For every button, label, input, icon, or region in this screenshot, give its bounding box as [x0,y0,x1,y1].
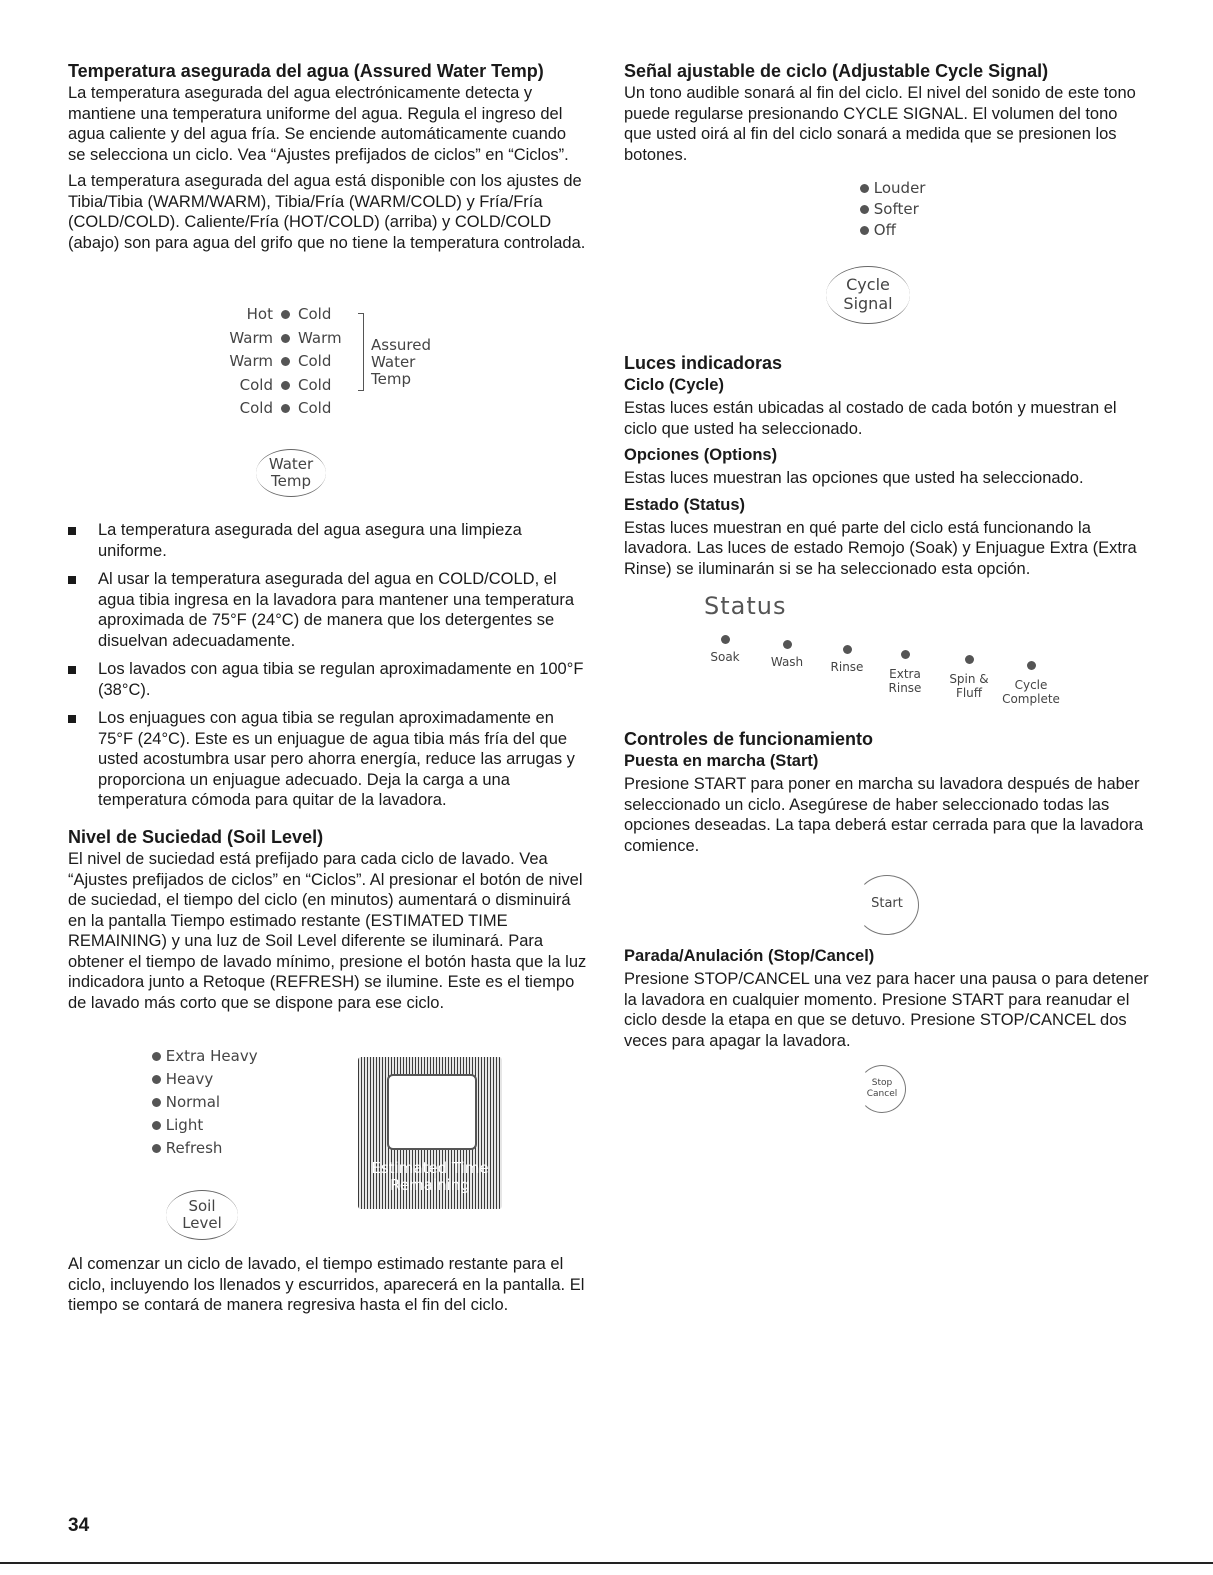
soil-level-paragraph-1: El nivel de suciedad está prefijado para cada ciclo de lavado. Vea “Ajustes prefijados de ciclos” en “Ciclos”. Al presionar el botón de nivel de suciedad, el tiempo del ciclo (en minutos) aumentará o disminuirá en la pantalla Tiempo estimado restante (ESTIMATED TIME REMAINING) y una luz de Soil Level diferente se iluminará. Para obtener el tiempo de lavado mínimo, presione el botón hasta que la luz indicadora junto a Retoque (REFRESH) se ilumine. Este es el tiempo de lavado más corto que se dispone para ese ciclo. [68,850,587,1012]
assured-label-line: Temp [371,370,411,388]
cycle-signal-option [860,199,925,220]
status-light-label: Complete [1002,692,1060,706]
temp-row [226,374,338,398]
status-panel [700,592,1060,718]
temp-row-wash: Warm [229,352,273,370]
soil-level-button[interactable] [166,1190,238,1240]
soil-level-closing [68,1254,588,1322]
indicator-dot-icon [860,226,869,235]
soil-level-option-label: Light [165,1116,204,1134]
indicator-dot-icon [783,640,792,649]
status-light [944,652,994,700]
cycle-signal-option-label: Louder [873,179,926,197]
status-light-label: Rinse [830,660,864,674]
soil-level-option-label: Heavy [165,1070,214,1088]
stop-cancel-subheading: Parada/Anulación (Stop/Cancel) [624,947,875,965]
indicator-dot-icon [843,645,852,654]
soil-level-option [152,1045,258,1068]
options-subheading: Opciones (Options) [624,446,778,464]
page-number: 34 [68,1515,90,1536]
cycle-signal-option-label: Off [873,221,896,239]
cycle-signal-option [860,178,925,199]
indicator-dot-icon [721,635,730,644]
estimated-time-label-line: Estimated Time [371,1159,489,1177]
stop-cancel-button[interactable] [858,1065,906,1113]
status-light [762,637,812,669]
list-item: Al usar la temperatura asegurada del agua en COLD/COLD, el agua tibia ingresa en la lavadora para mantener una temperatura aproximada de 75°F (24°C) de manera que los detergentes se disuelvan adecuadamente. [68,569,588,651]
indicator-dot-icon [152,1121,161,1130]
cycle-signal-heading: Señal ajustable de ciclo (Adjustable Cycle Signal) [624,61,1049,81]
temp-row-rinse: Cold [298,399,332,417]
stop-cancel-button-label: Cancel [866,1089,898,1099]
water-temp-button-label: Temp [271,472,311,490]
indicator-lights-heading: Luces indicadoras [624,353,783,373]
status-subheading: Estado (Status) [624,495,746,514]
cycle-signal-button-label: Cycle [846,275,890,294]
indicator-dot-icon [152,1075,161,1084]
status-light [880,647,930,695]
cycle-signal-option [860,220,925,241]
soil-level-option [152,1091,258,1114]
operating-controls-heading: Controles de funcionamiento [624,729,874,749]
soil-level-option-label: Normal [165,1093,221,1111]
left-column [68,60,588,259]
cycle-signal-button-label: Signal [843,294,893,313]
estimated-time-label-line: Remaining [390,1176,470,1194]
start-button-label: Start [871,896,903,911]
cycle-signal-option-label: Softer [873,200,919,218]
indicator-dot-icon [152,1052,161,1061]
status-light-label: Rinse [888,681,922,695]
status-light-label: Cycle [1014,678,1048,692]
assured-label-line: Water [371,353,416,371]
temp-selector-diagram [226,303,446,423]
status-light-label: Wash [770,655,804,669]
indicator-lights-section [624,352,1149,585]
status-light-label: Extra [889,667,921,681]
temp-row-wash: Warm [229,328,273,347]
cycle-paragraph: Estas luces están ubicadas al costado de cada botón y muestran el ciclo que usted ha seleccionado. [624,399,1117,438]
assured-label-line: Assured [371,336,431,354]
list-item: Los enjuagues con agua tibia se regulan aproximadamente en 75°F (24°C). Este es un enjuague de agua tibia más fría del que usted acostumbra usar pero ahorra energía, reduce las arrugas y proporciona un enjuague adecuado. Deja la carga a una temperatura cómoda para quitar de la lavadora. [68,708,588,811]
status-light [700,632,750,664]
estimated-time-display [358,1057,502,1209]
status-light-label: Fluff [955,686,983,700]
temp-row-wash: Cold [239,375,273,394]
operating-controls-section [624,728,1149,862]
temp-row-rinse: Cold [298,375,332,394]
assured-water-temp-bullets [68,520,588,819]
temp-row-wash: Hot [246,305,273,323]
soil-level-option [152,1137,258,1160]
assured-water-temp-heading: Temperatura asegurada del agua (Assured Water Temp) [68,61,544,81]
status-light-label: Spin & [949,672,989,686]
temp-row-wash: Cold [239,399,273,417]
lcd-window [387,1074,477,1150]
indicator-dot-icon [281,310,290,319]
temp-row [226,303,338,327]
soil-level-options [152,1045,258,1160]
right-column [624,60,1149,171]
soil-level-paragraph-2: Al comenzar un ciclo de lavado, el tiempo estimado restante para el ciclo, incluyendo los llenados y escurridos, aparecerá en la pantalla. El tiempo se contará de manera regresiva hasta el fin del ciclo. [68,1255,585,1314]
soil-level-option [152,1114,258,1137]
footer-rule [0,1562,1213,1564]
cycle-signal-button[interactable] [826,266,910,324]
status-light [996,658,1066,706]
start-subheading: Puesta en marcha (Start) [624,752,819,770]
soil-level-button-label: Level [182,1214,222,1232]
stop-cancel-section [624,946,1149,1057]
assured-bracket [358,313,364,391]
soil-level-section [68,826,588,1019]
cycle-signal-options [860,178,925,241]
indicator-dot-icon [281,404,290,413]
soil-level-heading: Nivel de Suciedad (Soil Level) [68,827,324,847]
indicator-dot-icon [860,205,869,214]
start-paragraph: Presione START para poner en marcha su lavadora después de haber seleccionado un ciclo. Asegúrese de haber seleccionado todas las opciones deseadas. La tapa deberá estar cerrada para que la lavadora comience. [624,775,1144,855]
status-light [822,642,872,674]
indicator-dot-icon [281,334,290,343]
indicator-dot-icon [860,184,869,193]
assured-water-temp-paragraph-2: La temperatura asegurada del agua está disponible con los ajustes de Tibia/Tibia (WARM/WARM), Tibia/Fría (WARM/COLD) y Fría/Fría (COLD/COLD). Caliente/Fría (HOT/COLD) (arriba) y COLD/COLD (abajo) son para agua del grifo que no tiene la temperatura controlada. [68,172,586,252]
indicator-dot-icon [281,357,290,366]
temp-row-rinse: Cold [298,305,332,323]
indicator-dot-icon [1027,661,1036,670]
indicator-dot-icon [965,655,974,664]
list-item: La temperatura asegurada del agua asegura una limpieza uniforme. [68,520,588,561]
stop-cancel-button-label: Stop [871,1078,893,1088]
status-paragraph: Estas luces muestran en qué parte del ciclo está funcionando la lavadora. Las luces de estado Remojo (Soak) y Enjuague Extra (Extra Rinse) se iluminarán si se ha seleccionado esta opción. [624,518,1137,578]
stop-cancel-paragraph: Presione STOP/CANCEL una vez para hacer una pausa o para detener la lavadora en cualquier momento. Presione START para reanudar el ciclo desde la etapa en que se detuvo. Presione STOP/CANCEL dos veces para apagar la lavadora. [624,970,1149,1050]
temp-row-rinse: Cold [298,352,332,370]
soil-level-option [152,1068,258,1091]
soil-level-option-label: Extra Heavy [165,1047,258,1065]
indicator-dot-icon [901,650,910,659]
status-title: Status [704,592,787,620]
water-temp-button-label: Water [268,455,314,473]
assured-water-temp-paragraph-1: La temperatura asegurada del agua electrónicamente detecta y mantiene una temperatura uniforme del agua. Regula el ingreso del agua caliente y del agua fría. Se enciende automáticamente cuando se selecciona un ciclo. Vea “Ajustes prefijados de ciclos” en “Ciclos”. [68,84,569,164]
soil-level-button-label: Soil [188,1197,216,1215]
temp-row [226,397,338,421]
cycle-subheading: Ciclo (Cycle) [624,376,724,394]
list-item: Los lavados con agua tibia se regulan aproximadamente en 100°F (38°C). [68,659,588,700]
status-light-label: Soak [710,650,740,664]
cycle-signal-paragraph: Un tono audible sonará al fin del ciclo. El nivel del sonido de este tono puede regularse presionando CYCLE SIGNAL. El volumen del tono que usted oirá al fin del ciclo sonará a medida que se presionen los botones. [624,84,1136,164]
start-button[interactable] [855,875,919,935]
indicator-dot-icon [281,381,290,390]
indicator-dot-icon [152,1098,161,1107]
assured-water-temp-label [371,337,431,388]
estimated-time-label [358,1160,502,1194]
indicator-dot-icon [152,1144,161,1153]
soil-level-option-label: Refresh [165,1139,223,1157]
temp-row [226,327,342,351]
temp-row [226,350,338,374]
options-paragraph: Estas luces muestran las opciones que usted ha seleccionado. [624,469,1084,487]
water-temp-button[interactable] [256,449,326,497]
temp-row-rinse: Warm [298,328,342,347]
